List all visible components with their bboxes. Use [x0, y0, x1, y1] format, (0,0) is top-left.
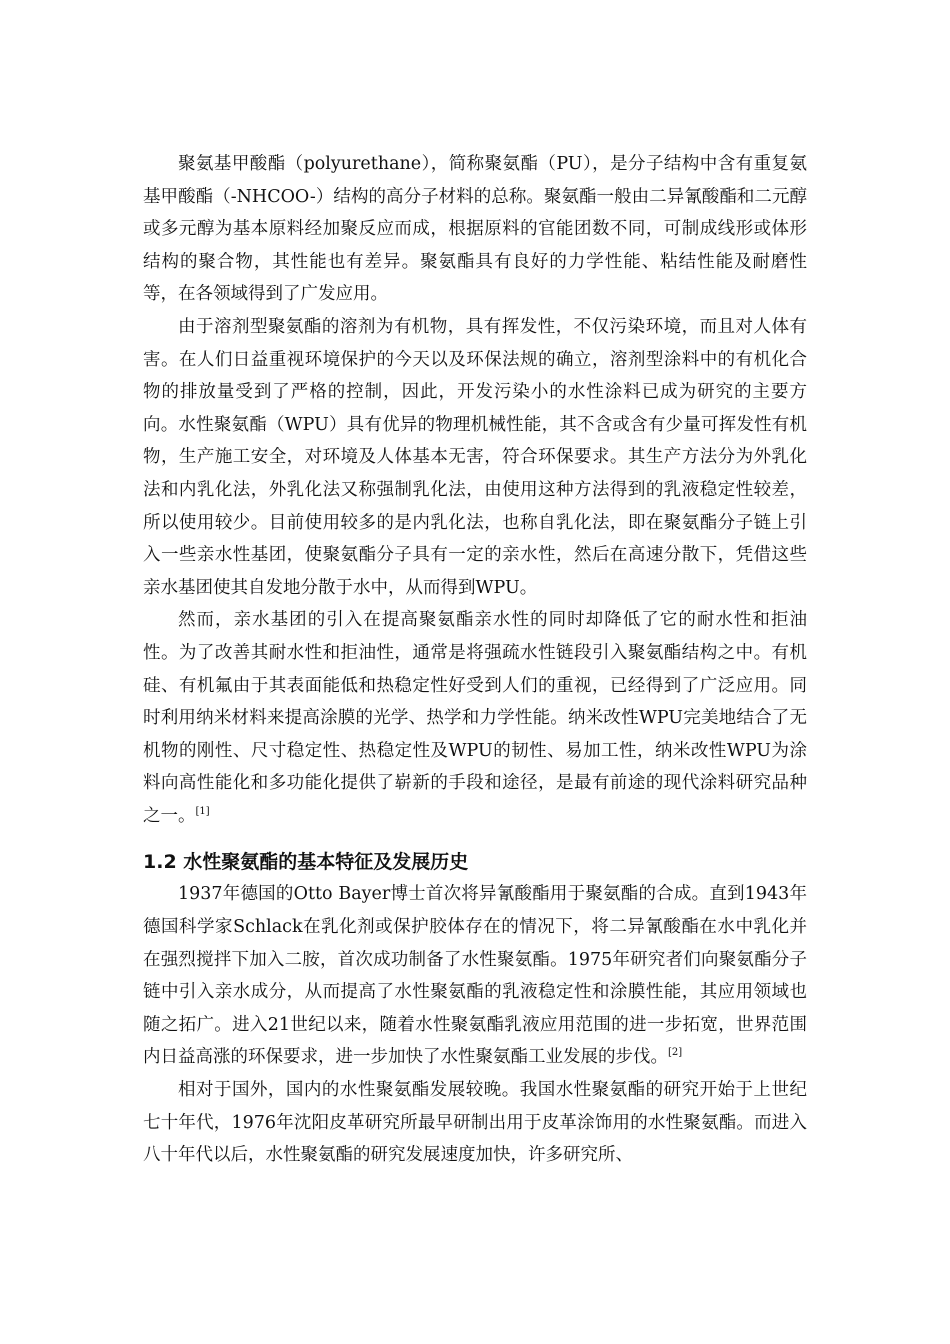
paragraph-text: 1937年德国的Otto Bayer博士首次将异氰酸酯用于聚氨酯的合成。直到1943年德国科学家Schlack在乳化剂或保护胶体存在的情况下，将二异氰酸酯在水中乳化并在强烈搅拌下加入二胺，首次成功制备了水性聚氨酯。1975年研究者们向聚氨酯分子链中引入亲水成分，从而提高了水性聚氨酯的乳液稳定性和涂膜性能，其应用领域也随之拓广。进入21世纪以来，随着水性聚氨酯乳液应用范围的进一步拓宽，世界范围内日益高涨的环保要求，进一步加快了水性聚氨酯工业发展的步伐。 [143, 884, 807, 1068]
paragraph-text: 由于溶剂型聚氨酯的溶剂为有机物，具有挥发性，不仅污染环境，而且对人体有害。在人们日益重视环境保护的今天以及环保法规的确立，溶剂型涂料中的有机化合物的排放量受到了严格的控制，因此，开发污染小的水性涂料已成为研究的主要方向。水性聚氨酯（WPU）具有优异的物理机械性能，其不含或含有少量可挥发性有机物，生产施工安全，对环境及人体基本无害，符合环保要求。其生产方法分为外乳化法和内乳化法，外乳化法又称强制乳化法，由使用这种方法得到的乳液稳定性较差，所以使用较少。目前使用较多的是内乳化法，也称自乳化法，即在聚氨酯分子链上引入一些亲水性基团，使聚氨酯分子具有一定的亲水性，然后在高速分散下，凭借这些亲水基团使其自发地分散于水中，从而得到WPU。 [143, 316, 807, 598]
paragraph-text: 然而，亲水基团的引入在提高聚氨酯亲水性的同时却降低了它的耐水性和拒油性。为了改善其耐水性和拒油性，通常是将强疏水性链段引入聚氨酯结构之中。有机硅、有机氟由于其表面能低和热稳定性好受到人们的重视，已经得到了广泛应用。同时利用纳米材料来提高涂膜的光学、热学和力学性能。纳米改性WPU完美地结合了无机物的刚性、尺寸稳定性、热稳定性及WPU的韧性、易加工性，纳米改性WPU为涂料向高性能化和多功能化提供了崭新的手段和途径，是最有前途的现代涂料研究品种之一。 [143, 610, 807, 826]
paragraph-text: 聚氨基甲酸酯（polyurethane），简称聚氨酯（PU），是分子结构中含有重复氨基甲酸酯（-NHCOO-）结构的高分子材料的总称。聚氨酯一般由二异氰酸酯和二元醇或多元醇为基本原料经加聚反应而成，根据原料的官能团数不同，可制成线形或体形结构的聚合物，其性能也有差异。聚氨酯具有良好的力学性能、粘结性能及耐磨性等，在各领域得到了广发应用。 [143, 154, 807, 305]
paragraph-text: 相对于国外，国内的水性聚氨酯发展较晚。我国水性聚氨酯的研究开始于上世纪七十年代，1976年沈阳皮革研究所最早研制出用于皮革涂饰用的水性聚氨酯。而进入八十年代以后，水性聚氨酯的研究发展速度加快，许多研究所、 [143, 1080, 807, 1166]
section-heading: 1.2 水性聚氨酯的基本特征及发展历史 [143, 851, 469, 874]
paragraph-history-domestic [143, 1074, 807, 1172]
document-body [143, 148, 807, 1172]
paragraph-waterborne-pu [143, 311, 807, 604]
paragraph-hydrophilic-modification [143, 604, 807, 832]
paragraph-pu-definition [143, 148, 807, 311]
paragraph-history-international [143, 878, 807, 1074]
citation-marker: [2] [668, 1047, 683, 1059]
citation-marker: [1] [195, 806, 210, 818]
